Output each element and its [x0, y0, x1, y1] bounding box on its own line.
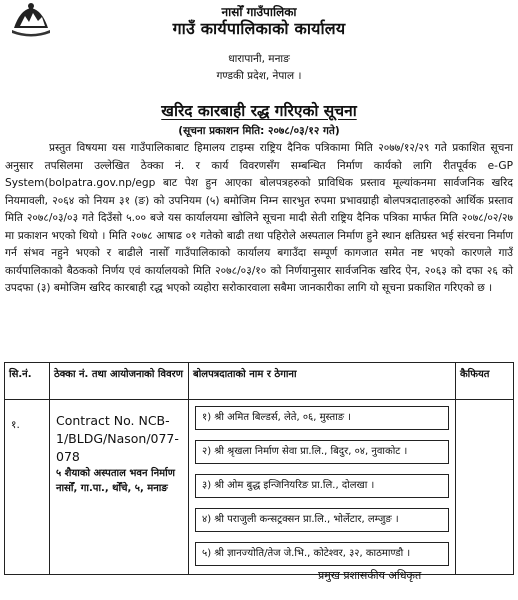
municipality-name: नासोँ गाउँपालिका — [221, 5, 297, 19]
bidder-item: १) श्री अमित बिल्डर्स, लेते, ०६, मुस्ताङ । — [195, 406, 449, 430]
table-row — [5, 400, 514, 575]
signatory-title: प्रमुख प्रशासकीय अधिकृत — [318, 569, 422, 582]
row-sn: १. — [5, 400, 50, 575]
table-header-row — [5, 363, 514, 400]
project-description: ५ शैयाको अस्पताल भवन निर्माण नासोँ, गा.पा., थोँचे, ५, मनाङ — [56, 468, 175, 494]
header-bidders: बोलपत्रदाताको नाम र ठेगाना — [189, 363, 456, 400]
notice-body: प्रस्तुत विषयमा यस गाउँपालिकाबाट हिमालय टाइम्स राष्ट्रिय दैनिक पत्रिकामा मिति २०७७/१२/२९ गते प्रकाशित सूचना अनुसार तपसिलमा उल्लेखित ठेक्का नं. र कार्य विवरणसँग सम्बन्धित निर्माण कार्यको लागि रीतपूर्वक e-GP System(bolpatra.gov.np/egp बाट पेश हुन आएका बोलपत्रहरुको प्राविधिक प्रस्ताव मूल्यांकनमा सार्वजनिक खरिद नियमावली, २०६४ को नियम ३१ (ङ) को उपनियम (५) बमोजिम निम्न सारभुत रुपमा प्रभावग्राही बोलपत्रदाताहरुको आर्थिक प्रस्ताव मिति २०७८/०३/०३ गते दिउँसो ५.०० बजे यस कार्यालयमा खोलिने सूचना मादी सेती राष्ट्रिय दैनिक पत्रिका मार्फत मिति २०७८/०२/२७ मा प्रकाशन भएको थियो । मिति २०७८ आषाढ ०१ गतेको बाढी तथा पहिरोले अस्पताल निर्माण हुने स्थान क्षतिग्रस्त भई संरचना निर्माण गर्न संभव नहुने भएको र बाढीले नासोँ गाउँपालिकाको कार्यालय बगाउँदा सम्पूर्ण कागजात समेत नष्ट भएको कारणले गाउँ कार्यपालिकाको बैठकको निर्णय एवं कार्यालयको मिति २०७८/०३/१० को निर्णयानुसार सार्वजनिक खरिद ऐन, २०६३ को दफा २६ को उपदफा (३) बमोजिम खरिद कारबाही रद्ध भएको व्यहोरा सरोकारवाला सबैमा जानकारीका लागि यो सूचना प्रकाशित गरिएको छ । — [5, 142, 513, 294]
province-name: गण्डकी प्रदेश, नेपाल । — [216, 70, 302, 82]
bidder-item: २) श्री श्रृखला निर्माण सेवा प्रा.लि., बिदुर, ०४, नुवाकोट । — [195, 440, 449, 464]
row-contract — [50, 400, 189, 575]
contract-table — [4, 362, 514, 575]
row-remarks — [456, 400, 514, 575]
header-contract: ठेक्का नं. तथा आयोजनाको विवरण — [50, 363, 189, 400]
bidder-item: ४) श्री पराजुली कन्सट्रक्सन प्रा.लि., भोर्लेटार, लम्जुङ । — [195, 508, 449, 532]
office-address: धारापानी, मनाङ — [228, 53, 290, 65]
header-sn: सि.नं. — [5, 363, 50, 400]
header-remarks: कैफियत — [456, 363, 514, 400]
bidder-item: ५) श्री ज्ञानज्योति/तेज जे.भि., कोटेश्वर, ३२, काठमाण्डौ । — [195, 542, 449, 566]
office-name: गाउँ कार्यपालिकाको कार्यालय — [172, 19, 346, 38]
bidder-item: ३) श्री ओम बुद्ध इन्जिनियरिङ प्रा.लि., दोलखा । — [195, 474, 449, 498]
contract-number: Contract No. NCB-1/BLDG/Nason/077-078 — [56, 413, 179, 464]
publication-date: (सूचना प्रकाशन मिति: २०७८/०३/१२ गते) — [178, 125, 340, 137]
row-bidders — [189, 400, 456, 575]
notice-title: खरिद कारबाही रद्ध गरिएको सूचना — [161, 102, 357, 120]
